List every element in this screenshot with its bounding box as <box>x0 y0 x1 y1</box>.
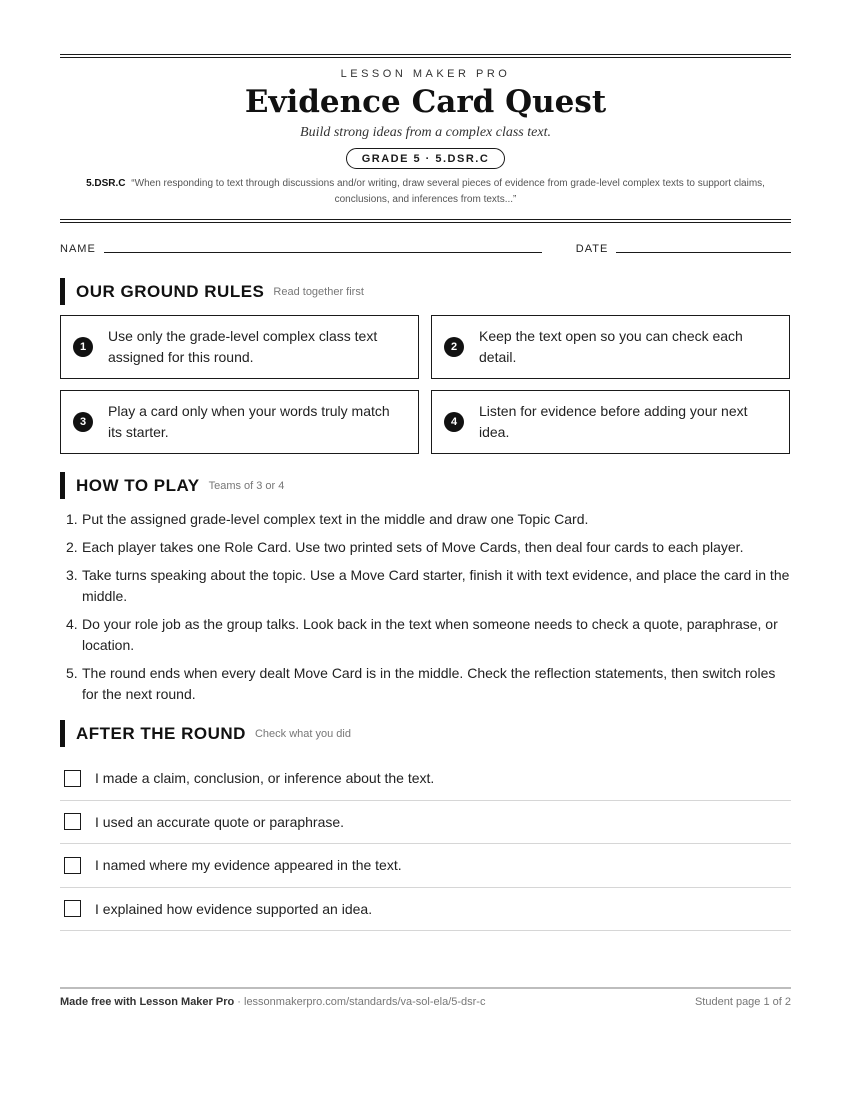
checklist-text: I used an accurate quote or paraphrase. <box>95 813 345 830</box>
rule-number-badge: 4 <box>444 412 464 432</box>
rule-card <box>431 315 790 379</box>
date-label: DATE <box>575 243 609 255</box>
rule-card <box>60 315 419 379</box>
footer-credit <box>60 996 485 1008</box>
after-round-note: Check what you did <box>254 727 351 740</box>
standard-description <box>74 176 777 207</box>
ground-rules-heading <box>60 278 791 305</box>
list-item <box>66 565 791 607</box>
step-text: Each player takes one Role Card. Use two printed sets of Move Cards, then deal four cards to each player. <box>82 539 744 555</box>
after-round-title: AFTER THE ROUND <box>76 723 246 743</box>
grade-badge: GRADE 5 · 5.DSR.C <box>346 148 506 169</box>
checklist-item <box>60 801 791 845</box>
rule-text: Keep the text open so you can check each detail. <box>479 328 743 365</box>
list-item <box>66 509 791 530</box>
rule-card <box>60 390 419 454</box>
reflection-checkbox[interactable] <box>64 900 81 917</box>
how-to-play-title: HOW TO PLAY <box>76 475 200 495</box>
reflection-checkbox[interactable] <box>64 813 81 830</box>
rule-text: Play a card only when your words truly match its starter. <box>108 403 390 440</box>
name-label: NAME <box>60 243 96 255</box>
checklist-item <box>60 844 791 888</box>
how-to-play-steps <box>60 509 791 705</box>
rule-text: Use only the grade-level complex class text assigned for this round. <box>108 328 378 365</box>
name-date-row <box>60 240 791 255</box>
rule-number-badge: 2 <box>444 337 464 357</box>
checklist-item <box>60 757 791 801</box>
standard-text: “When responding to text through discussions and/or writing, draw several pieces of evidence from grade-level complex texts to support claims, conclusions, and inferences from texts...” <box>131 178 765 205</box>
footer-url: · lessonmakerpro.com/standards/va-sol-ela/5-dsr-c <box>234 996 486 1008</box>
step-text: The round ends when every dealt Move Card is in the middle. Check the reflection statements, then switch roles for the next round. <box>82 665 776 702</box>
checklist-item <box>60 888 791 932</box>
checklist-text: I explained how evidence supported an idea. <box>95 900 373 917</box>
brand-name: LESSON MAKER PRO <box>340 68 511 80</box>
step-text: Put the assigned grade-level complex text in the middle and draw one Topic Card. <box>82 511 589 527</box>
rule-number-badge: 1 <box>73 337 93 357</box>
after-round-heading <box>60 720 791 747</box>
step-number: 4. <box>66 616 78 632</box>
footer-made-with: Made free with Lesson Maker Pro <box>60 996 235 1008</box>
rule-text: Listen for evidence before adding your next idea. <box>479 403 748 440</box>
step-text: Take turns speaking about the topic. Use a Move Card starter, finish it with text evidence, and place the card in the middle. <box>82 567 790 604</box>
step-number: 1. <box>66 511 78 527</box>
list-item <box>66 614 791 656</box>
page-title: Evidence Card Quest <box>244 84 607 120</box>
reflection-checkbox[interactable] <box>64 857 81 874</box>
ground-rules-title: OUR GROUND RULES <box>76 281 265 301</box>
reflection-checklist <box>60 757 791 931</box>
rule-number-badge: 3 <box>73 412 93 432</box>
worksheet-page <box>60 54 791 931</box>
standard-code: 5.DSR.C <box>86 178 126 189</box>
footer-page-number: Student page 1 of 2 <box>694 996 791 1008</box>
step-number: 2. <box>66 539 78 555</box>
header-bottom-rule <box>60 219 791 223</box>
page-subtitle: Build strong ideas from a complex class text. <box>300 125 551 140</box>
how-to-play-heading <box>60 472 791 499</box>
worksheet-header <box>60 58 791 207</box>
ground-rules-grid <box>60 315 791 454</box>
reflection-checkbox[interactable] <box>64 770 81 787</box>
rule-card <box>431 390 790 454</box>
how-to-play-note: Teams of 3 or 4 <box>208 479 285 492</box>
page-footer <box>60 987 791 1008</box>
list-item <box>66 537 791 558</box>
ground-rules-note: Read together first <box>273 285 364 298</box>
step-text: Do your role job as the group talks. Look back in the text when someone needs to check a quote, paraphrase, or location. <box>82 616 778 653</box>
checklist-text: I named where my evidence appeared in the text. <box>95 857 402 874</box>
list-item <box>66 663 791 705</box>
step-number: 3. <box>66 567 78 583</box>
step-number: 5. <box>66 665 78 681</box>
date-field[interactable] <box>616 252 791 253</box>
checklist-text: I made a claim, conclusion, or inference about the text. <box>95 770 435 787</box>
name-field[interactable] <box>104 252 542 253</box>
